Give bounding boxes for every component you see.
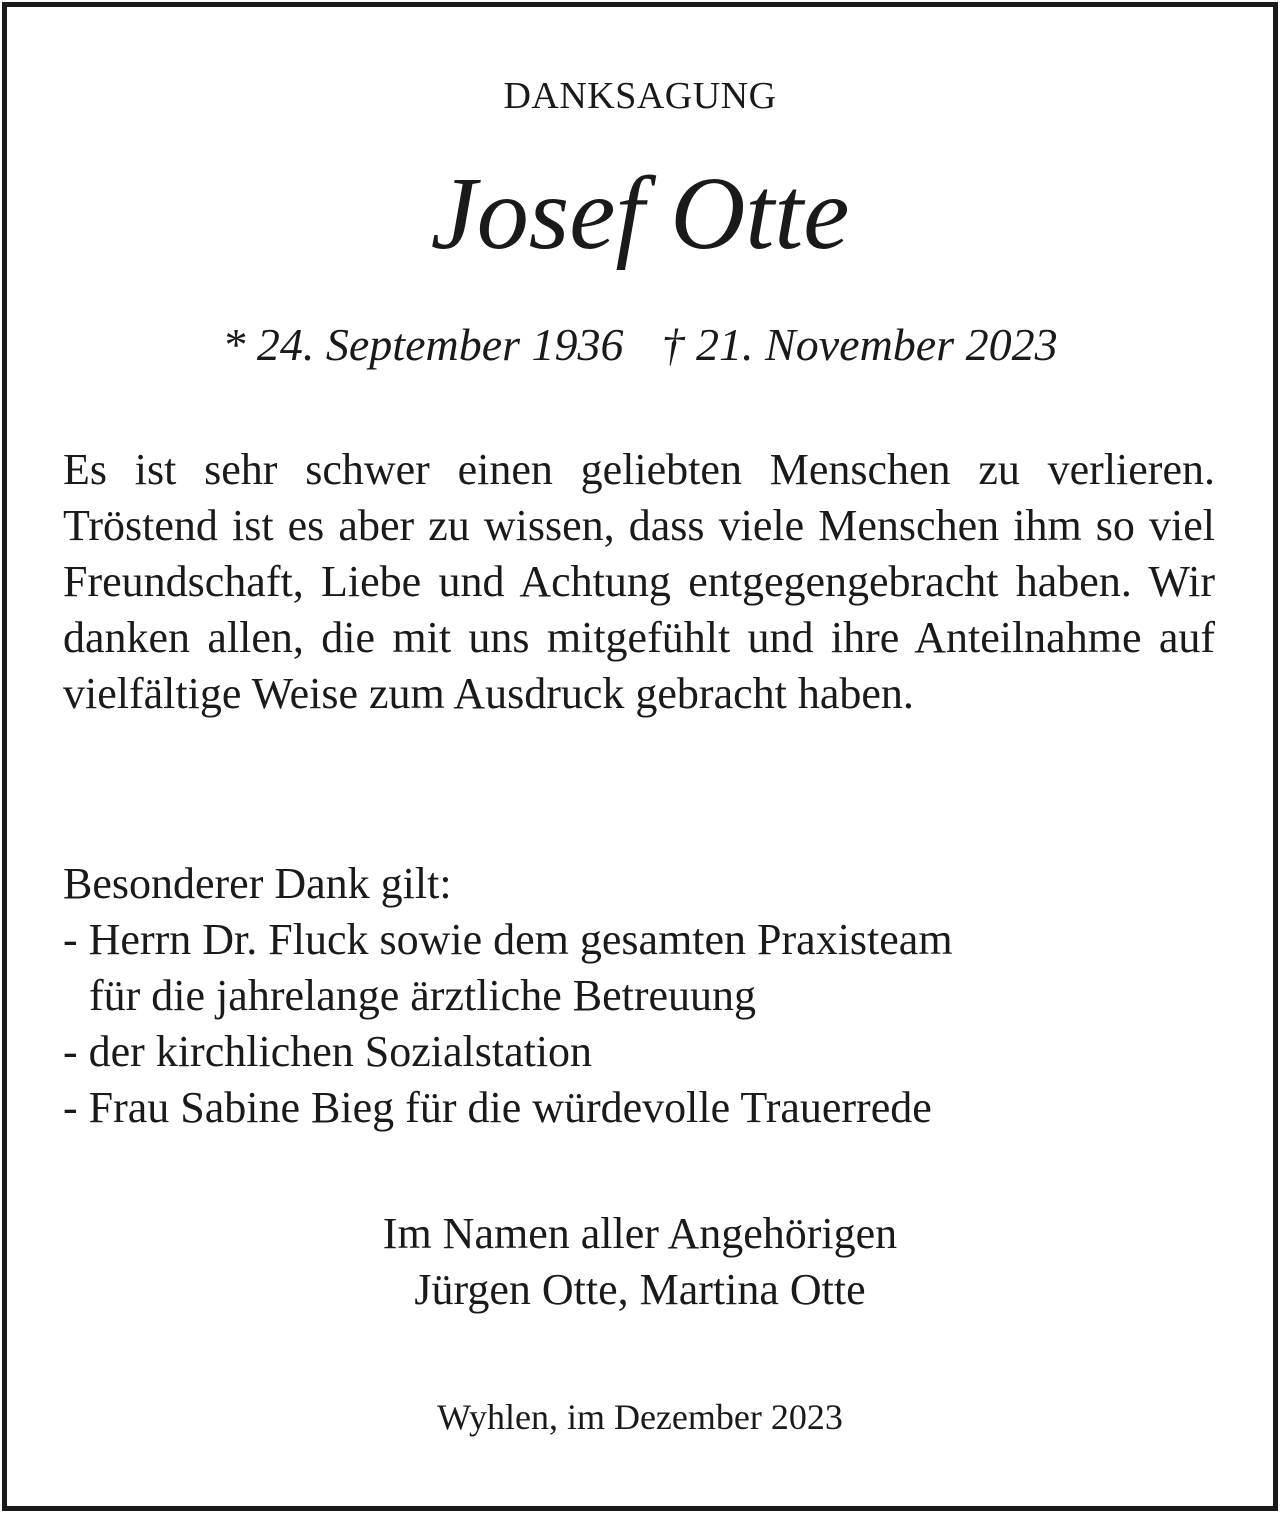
signoff xyxy=(0,1206,1280,1318)
special-thanks-item-continued: für die jahrelange ärztliche Betreuung xyxy=(89,971,757,1020)
special-thanks-item: - Frau Sabine Bieg für die würdevolle Trauerrede xyxy=(63,1083,932,1132)
birth-date: * 24. September 1936 xyxy=(222,319,624,370)
life-dates xyxy=(0,318,1280,371)
place-and-date: Wyhlen, im Dezember 2023 xyxy=(437,1397,843,1437)
special-thanks xyxy=(63,856,1215,1136)
notice-heading: DANKSAGUNG xyxy=(503,75,777,117)
thank-you-text: Es ist sehr schwer einen geliebten Menschen zu verlieren. Tröstend ist es aber zu wissen, dass viele Menschen ihm so viel Freundschaft, Liebe und Achtung entgegengebracht haben. Wir danken allen, die mit uns mitgefühlt und ihre Anteilnahme auf vielfältige Weise zum Ausdruck gebracht haben. xyxy=(63,445,1215,718)
special-thanks-item: - der kirchlichen Sozialstation xyxy=(63,1027,593,1076)
deceased-name: Josef Otte xyxy=(430,156,850,271)
signoff-line: Im Namen aller Angehörigen xyxy=(382,1209,898,1258)
signoff-names: Jürgen Otte, Martina Otte xyxy=(414,1265,866,1314)
special-thanks-intro: Besonderer Dank gilt: xyxy=(63,859,452,908)
death-date: † 21. November 2023 xyxy=(661,319,1058,370)
special-thanks-item: - Herrn Dr. Fluck sowie dem gesamten Praxisteam xyxy=(63,915,953,964)
